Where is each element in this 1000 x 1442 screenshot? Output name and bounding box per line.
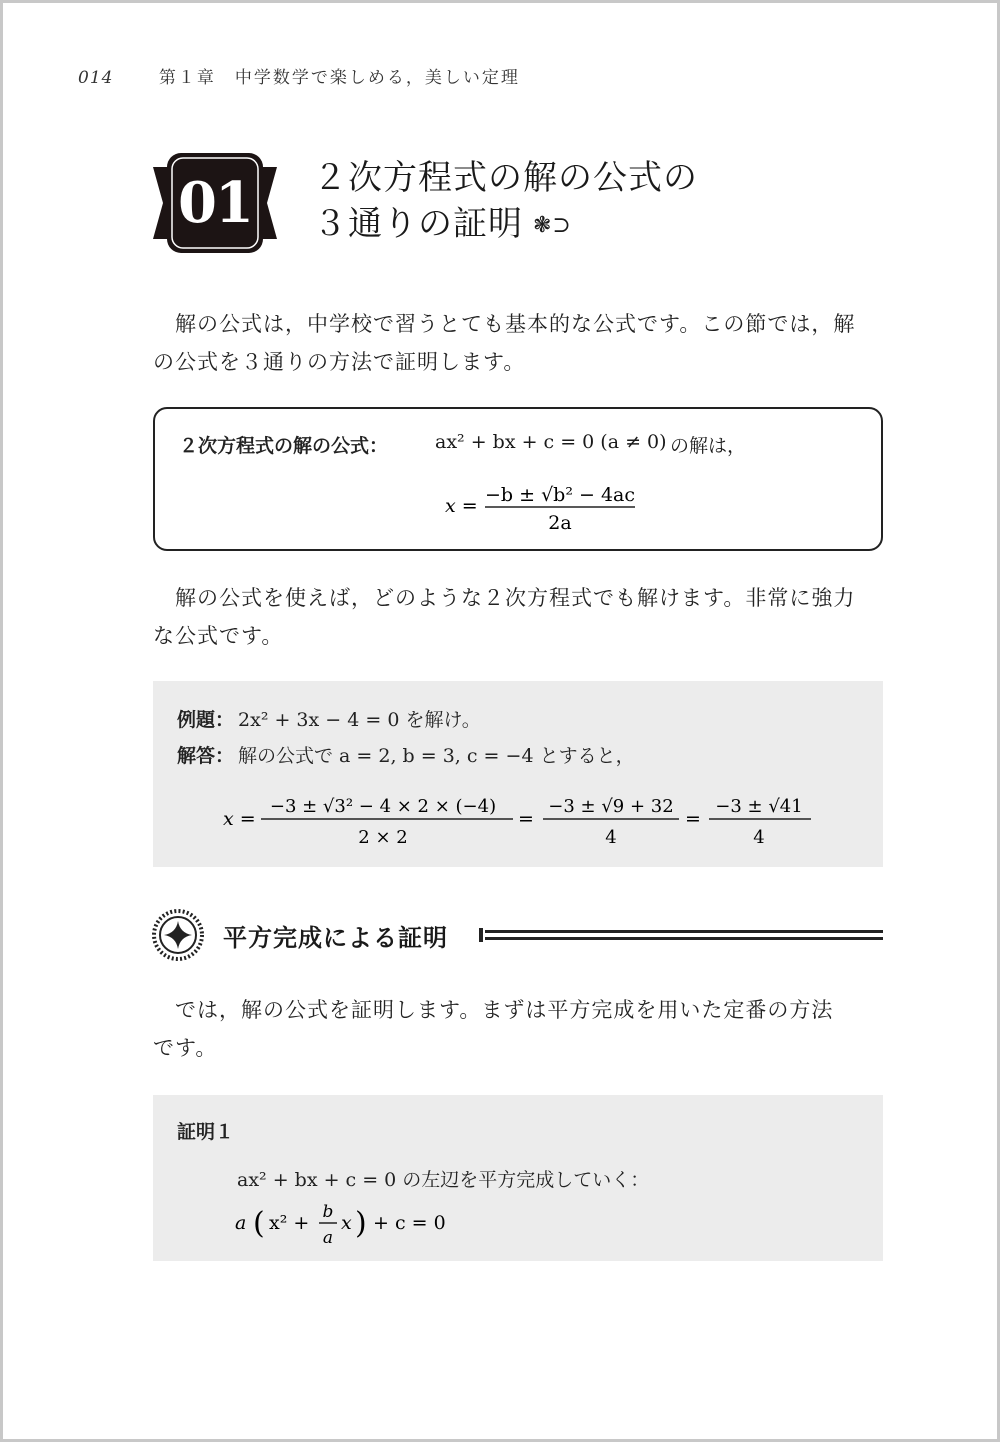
fraction1-numerator: −3 ± √3² − 4 × 2 × (−4) xyxy=(269,796,497,817)
fraction2-denominator: 4 xyxy=(605,827,617,848)
fraction1-denominator: 2 × 2 xyxy=(358,827,408,848)
intro-line2: の公式を３通りの方法で証明します。 xyxy=(153,350,526,374)
section-title-line2-wrap xyxy=(313,201,698,249)
example-problem xyxy=(177,705,481,732)
fraction2-numerator: −3 ± √9 + 32 xyxy=(548,796,674,817)
proof-frac-denominator: a xyxy=(322,1228,334,1248)
subsection-title: 平方完成による証明 xyxy=(223,924,448,952)
page-number: 014 xyxy=(78,68,114,88)
formula-tail: の解は， xyxy=(670,435,747,457)
example-answer xyxy=(177,741,635,768)
example-box xyxy=(153,681,883,867)
quadratic-formula-box xyxy=(153,407,883,551)
para2-line2: な公式です。 xyxy=(153,624,284,648)
intro-paragraph xyxy=(153,305,883,381)
para2-line1: 解の公式を使えば，どのような２次方程式でも解けます。非常に強力 xyxy=(153,586,856,610)
equals-sign-1: = xyxy=(518,808,534,830)
formula-equation: ax² + bx + c = 0 (a ≠ 0) xyxy=(435,431,667,453)
close-paren: ) xyxy=(355,1206,367,1241)
solution-lhs: x = xyxy=(223,808,256,830)
section-title-line1: ２次方程式の解の公式の xyxy=(313,158,698,198)
second-paragraph xyxy=(153,579,883,655)
proof-line1: ax² + bx + c = 0 の左辺を平方完成していく： xyxy=(237,1169,650,1191)
example-label: 例題： xyxy=(177,709,235,731)
proof-frac-numerator: b xyxy=(322,1202,334,1222)
proof-label: 証明１ xyxy=(177,1121,235,1143)
formula-denominator: 2a xyxy=(548,512,572,534)
section-title xyxy=(313,155,698,249)
formula-fraction xyxy=(405,475,665,537)
intro-line1: 解の公式は，中学校で習うとても基本的な公式です。この節では，解 xyxy=(153,312,856,336)
section-title-line2: ３通りの証明 xyxy=(313,204,523,244)
proof-x: x xyxy=(341,1212,352,1234)
formula-label: ２次方程式の解の公式： xyxy=(179,435,389,457)
proof-x-squared: x² + xyxy=(269,1212,310,1234)
formula-lhs: x = xyxy=(445,495,478,517)
para3-line2: です。 xyxy=(153,1036,218,1060)
equals-sign-2: = xyxy=(685,808,701,830)
section-number: 01 xyxy=(178,170,252,236)
proof-tail: + c = 0 xyxy=(373,1212,446,1234)
third-paragraph xyxy=(153,991,883,1067)
running-head xyxy=(78,63,520,88)
proof-box xyxy=(153,1095,883,1261)
para3-line1: では，解の公式を証明します。まずは平方完成を用いた定番の方法 xyxy=(153,998,834,1022)
example-problem-text: 2x² + 3x − 4 = 0 を解け。 xyxy=(238,709,481,731)
example-solution-equation xyxy=(213,785,833,851)
fraction3-denominator: 4 xyxy=(753,827,765,848)
section-number-badge xyxy=(153,151,277,255)
difficulty-mark-icon: ❃⊃ xyxy=(533,213,572,238)
subsection-rule xyxy=(479,926,885,944)
sparkle-badge-icon xyxy=(151,908,205,962)
chapter-title: 第１章 中学数学で楽しめる，美しい定理 xyxy=(158,68,520,88)
open-paren: ( xyxy=(253,1206,265,1241)
proof-line2-equation xyxy=(233,1195,533,1255)
formula-numerator: −b ± √b² − 4ac xyxy=(484,484,636,506)
proof-coef-a: a xyxy=(235,1212,247,1234)
fraction3-numerator: −3 ± √41 xyxy=(715,796,803,817)
answer-text: 解の公式で a = 2, b = 3, c = −4 とすると， xyxy=(238,745,635,767)
answer-label: 解答： xyxy=(177,745,235,767)
